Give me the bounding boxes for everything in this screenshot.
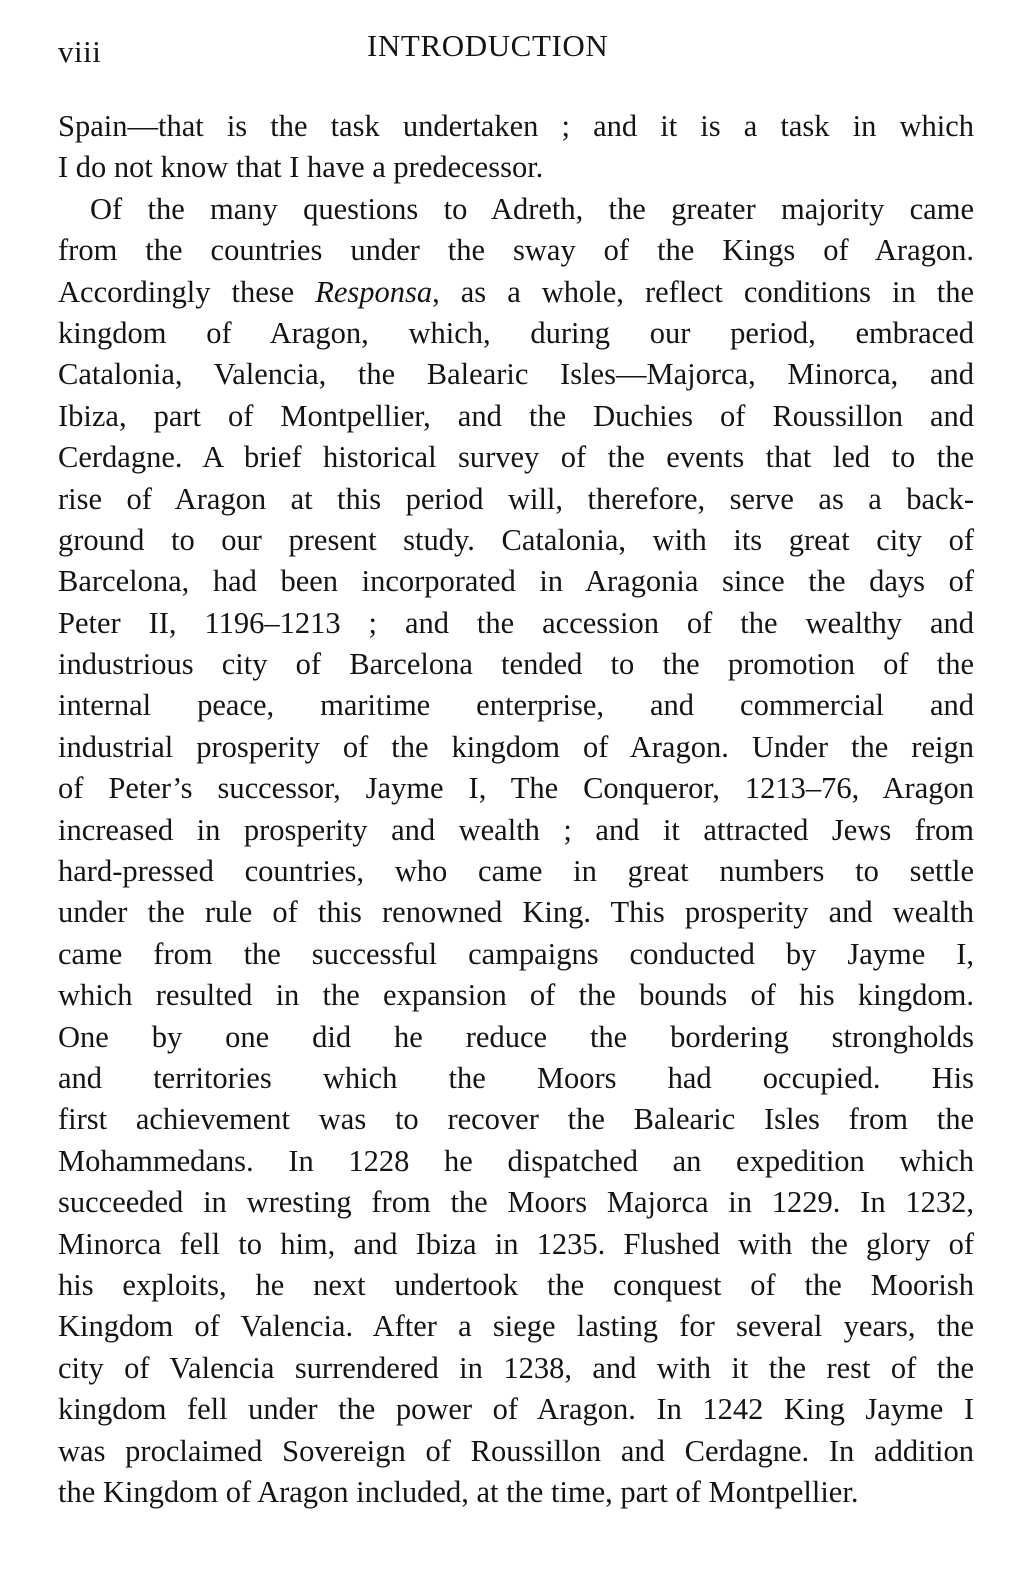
text-line: kingdom fell under the power of Aragon. In 1242 King Jayme I bbox=[58, 1392, 974, 1427]
text-line: Mohammedans. In 1228 he dispatched an expedition which bbox=[58, 1143, 974, 1178]
text-line: which resulted in the expansion of the bounds of his kingdom. bbox=[58, 978, 974, 1013]
text-line: from the countries under the sway of the Kings of Aragon. bbox=[58, 233, 974, 268]
text-line: and territories which the Moors had occupied. His bbox=[58, 1060, 974, 1095]
text-line: Spain—that is the task undertaken ; and it is a task in which bbox=[58, 109, 974, 143]
text-line: Cerdagne. A brief historical survey of the events that led to the bbox=[58, 440, 974, 475]
text-line: I do not know that I have a predecessor. bbox=[58, 150, 544, 185]
text-line: Kingdom of Valencia. After a siege lasting for several years, the bbox=[58, 1309, 974, 1344]
text-line: the Kingdom of Aragon included, at the time, part of Montpellier. bbox=[58, 1474, 859, 1509]
text-line: industrial prosperity of the kingdom of Aragon. Under the reign bbox=[58, 729, 974, 764]
text-line: industrious city of Barcelona tended to the promotion of the bbox=[58, 647, 974, 682]
body-text bbox=[58, 106, 974, 1513]
text-line: Ibiza, part of Montpellier, and the Duchies of Roussillon and bbox=[58, 398, 974, 433]
text-line: increased in prosperity and wealth ; and it attracted Jews from bbox=[58, 812, 974, 847]
page-header bbox=[58, 26, 976, 70]
text-line: kingdom of Aragon, which, during our period, embraced bbox=[58, 315, 974, 350]
text-line: hard-pressed countries, who came in great numbers to settle bbox=[58, 854, 974, 889]
text-line: was proclaimed Sovereign of Roussillon and Cerdagne. In addition bbox=[58, 1433, 974, 1468]
text-line: first achievement was to recover the Balearic Isles from the bbox=[58, 1102, 974, 1137]
text-line: Barcelona, had been incorporated in Aragonia since the days of bbox=[58, 564, 974, 599]
running-head: INTRODUCTION bbox=[367, 28, 609, 63]
page-number: viii bbox=[58, 34, 102, 69]
text-line: internal peace, maritime enterprise, and commercial and bbox=[58, 688, 974, 723]
text-line: rise of Aragon at this period will, therefore, serve as a back- bbox=[58, 481, 974, 516]
text-line: Minorca fell to him, and Ibiza in 1235. Flushed with the glory of bbox=[58, 1226, 974, 1261]
text-line bbox=[58, 272, 974, 313]
italic-term: Responsa bbox=[315, 274, 433, 309]
text-line: his exploits, he next undertook the conquest of the Moorish bbox=[58, 1267, 974, 1302]
text-line: under the rule of this renowned King. This prosperity and wealth bbox=[58, 895, 974, 930]
text-line: Of the many questions to Adreth, the greater majority came bbox=[90, 191, 974, 226]
text-line: of Peter’s successor, Jayme I, The Conqueror, 1213–76, Aragon bbox=[58, 771, 974, 806]
text-line: city of Valencia surrendered in 1238, and with it the rest of the bbox=[58, 1350, 974, 1385]
text-line: came from the successful campaigns conducted by Jayme I, bbox=[58, 936, 974, 971]
text-line: One by one did he reduce the bordering strongholds bbox=[58, 1019, 974, 1054]
text-line: Catalonia, Valencia, the Balearic Isles—Majorca, Minorca, and bbox=[58, 357, 974, 392]
text-line: succeeded in wresting from the Moors Majorca in 1229. In 1232, bbox=[58, 1185, 974, 1220]
text-fragment: Accordingly these Responsa, as a whole, reflect conditions in the bbox=[58, 274, 974, 309]
text-line: ground to our present study. Catalonia, with its great city of bbox=[58, 522, 974, 557]
text-line: Peter II, 1196–1213 ; and the accession of the wealthy and bbox=[58, 605, 974, 640]
